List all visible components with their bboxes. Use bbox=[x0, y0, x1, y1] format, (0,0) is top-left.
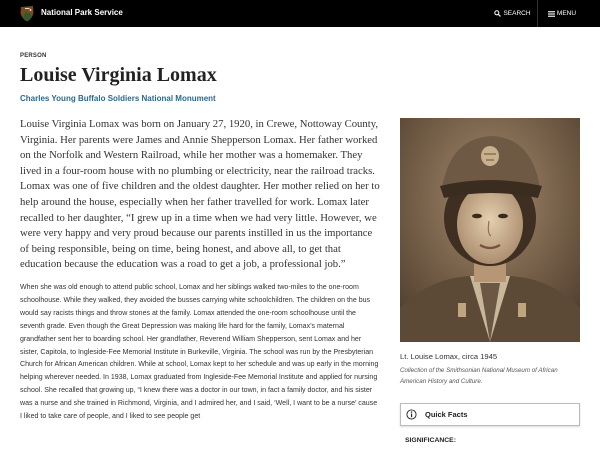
menu-label: MENU bbox=[556, 10, 577, 17]
hamburger-menu-icon bbox=[548, 11, 555, 17]
body-paragraph: When she was old enough to attend public school, Lomax and her siblings walked two-miles to the one-room schoolhouse. While they walked, they avoided the busses carrying white schoolchildren. The children on the bus would say racists things and throw stones at the family. Lomax attended the one-room schoolhouse until the seventh grade. Even though the Great Depression was making life hard for the family, Lomax’s maternal grandfather sent her to boarding school. Her grandfather, Reverend William Shepperson, sent Lomax and her sister, Capitola, to Ingleside-Fee Memorial Institute in Burkeville, Virginia. The school was run by the Presbyterian Church for African American children. While at school, Lomax kept to her schedule and was up early in the morning helping wherever needed. In 1938, Lomax graduated from Ingleside-Fee Memorial Institute and applied for nursing school. She recalled that growing up, “I knew there was a doctor in our town, in fact a family doctor, and his sister was a nurse and she trained in Richmond, Virginia, and I admired her, and I said, ‘Well, I want to be a nurse’ cause I liked to take care of people, and I liked to see people get bbox=[20, 284, 379, 421]
park-link[interactable]: Charles Young Buffalo Soldiers National Monument bbox=[20, 94, 216, 103]
menu-button[interactable] bbox=[537, 0, 586, 27]
top-nav-bar bbox=[0, 0, 600, 27]
photo-credit: Collection of the Smithsonian National Museum of African American History and Culture. bbox=[400, 367, 558, 385]
quick-facts-label: Quick Facts bbox=[425, 410, 468, 419]
search-button[interactable] bbox=[488, 0, 537, 27]
content-type-label: PERSON bbox=[20, 53, 47, 59]
site-name-link[interactable]: National Park Service bbox=[41, 8, 123, 17]
page-title: Louise Virginia Lomax bbox=[20, 64, 217, 86]
info-circle-icon bbox=[406, 409, 417, 420]
nps-arrowhead-icon[interactable] bbox=[20, 5, 34, 22]
search-label: SEARCH bbox=[503, 10, 531, 17]
photo-caption: Lt. Louise Lomax, circa 1945 bbox=[400, 352, 498, 361]
quick-facts-toggle[interactable] bbox=[400, 403, 580, 426]
portrait-photo[interactable] bbox=[400, 118, 580, 342]
search-icon bbox=[494, 10, 501, 17]
lead-paragraph: Louise Virginia Lomax was born on January 27, 1920, in Crewe, Nottoway County, Virginia. Her parents were James and Annie Shepperson Lomax. Her father worked on the Norfolk and Western Railroad, while her mother was a homemaker. They lived in a four-room house with no plumbing or electricity, near the railroad tracks. Lomax was one of five children and the oldest daughter. Her mother relied on her to help around the house, especially when her father travelled for work. Lomax later recalled to her daughter, “I grew up in a time when we had very little. However, we were very happy and very proud because our parents instilled in us the importance of being responsible, being on time, being honest, and above all, to get that education because the education was a road to get a job, a professional job.” bbox=[20, 118, 380, 271]
significance-label: SIGNIFICANCE: bbox=[405, 437, 456, 444]
